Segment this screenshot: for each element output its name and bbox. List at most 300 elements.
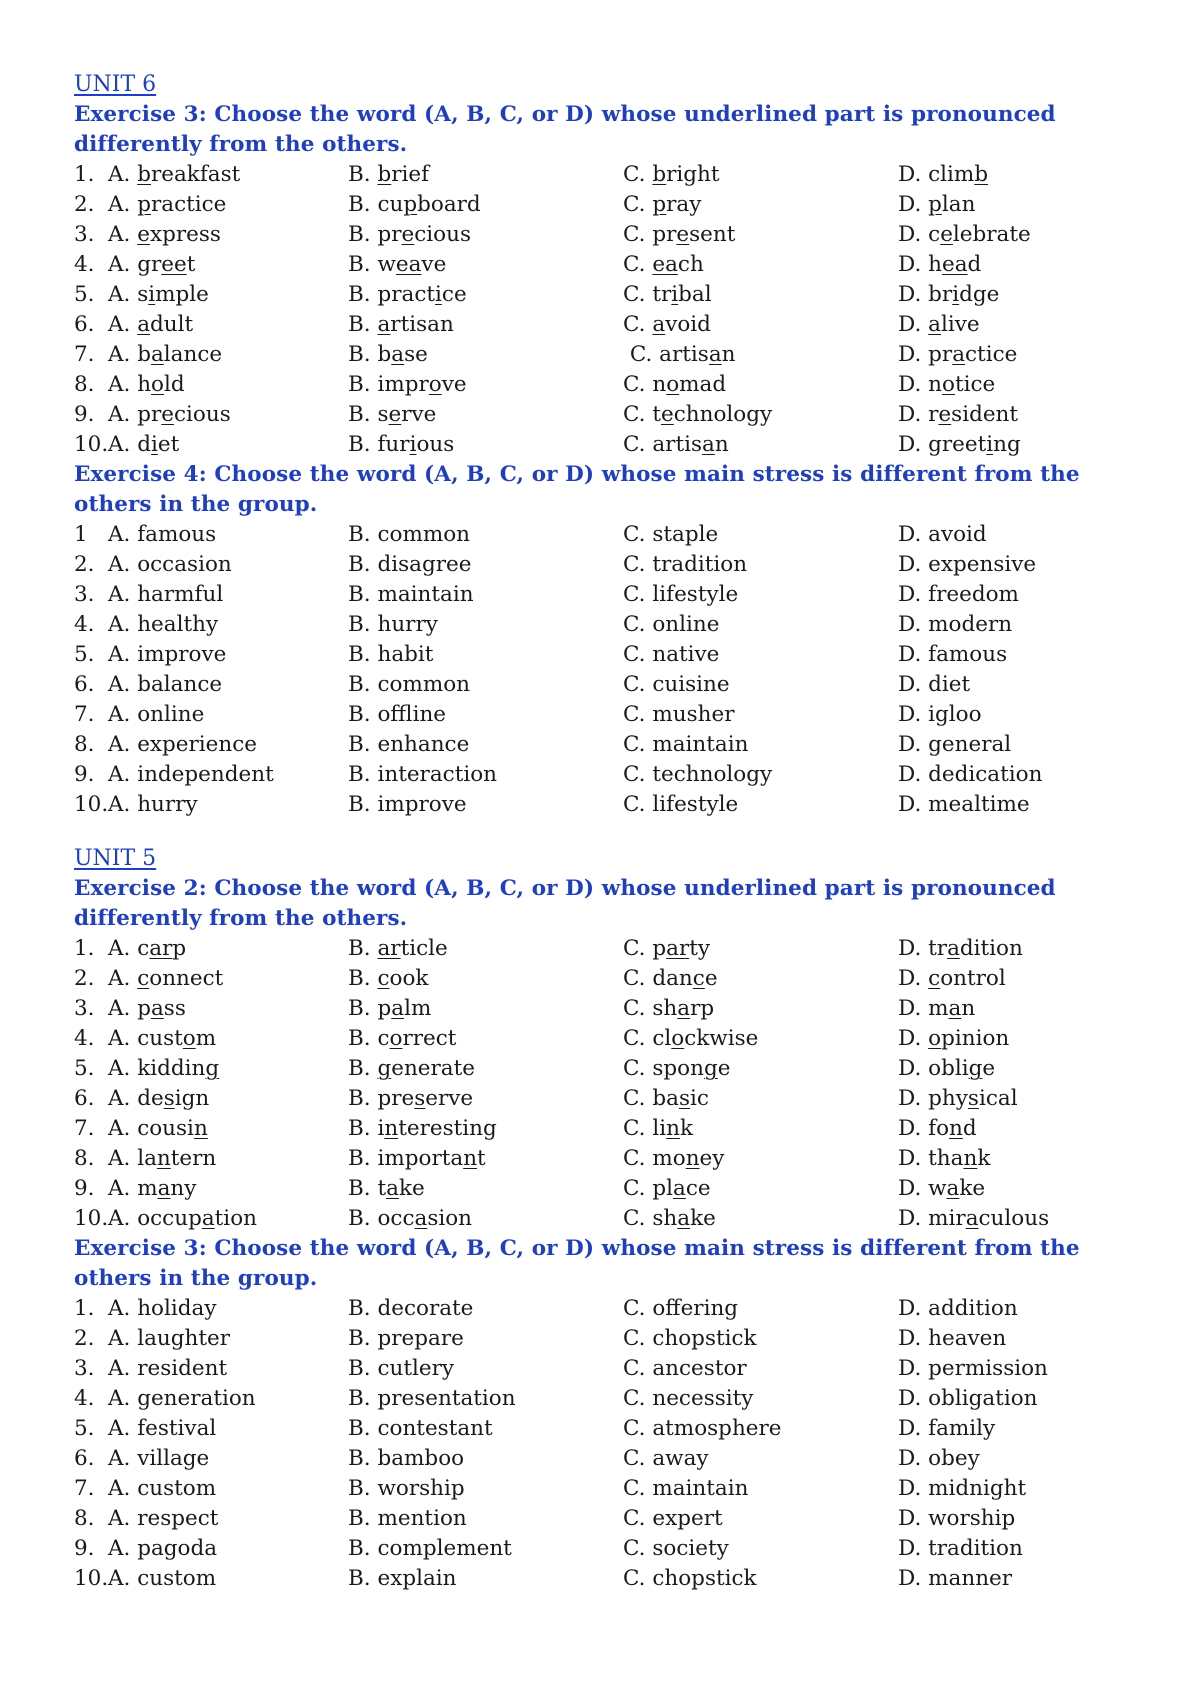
question-row [74, 994, 1134, 1024]
underlined-part: c [692, 966, 705, 991]
option-b: B. generate [348, 1056, 475, 1081]
question-number: 7. [74, 1476, 95, 1501]
question-number: 9. [74, 762, 95, 787]
option-c: C. atmosphere [623, 1416, 782, 1441]
question-number: 6. [74, 1446, 95, 1471]
option-a: A. connect [108, 966, 224, 991]
option-b: B. practice [348, 282, 467, 307]
underlined-part: a [673, 1176, 686, 1201]
question-row [74, 1294, 1134, 1324]
option-c: C. each [623, 252, 704, 277]
option-c: C. bright [623, 162, 720, 187]
option-b: B. interaction [348, 762, 497, 787]
question-number: 5. [74, 1056, 95, 1081]
option-d: D. man [898, 996, 976, 1021]
underlined-part: ea [652, 252, 678, 277]
option-d: D. opinion [898, 1026, 1010, 1051]
option-d: D. practice [898, 342, 1018, 367]
underlined-part: a [652, 312, 666, 337]
option-a: A. festival [108, 1416, 217, 1441]
question-row [74, 1504, 1134, 1534]
underlined-part: g [703, 1056, 718, 1081]
option-a: A. holiday [108, 1296, 217, 1321]
option-b: B. occasion [348, 1206, 473, 1231]
underlined-part: e [137, 222, 150, 247]
option-c: C. shake [623, 1206, 716, 1231]
question-number: 9. [74, 1536, 95, 1561]
option-b: B. correct [348, 1026, 457, 1051]
option-b: B. hurry [348, 612, 438, 637]
underlined-part: p [403, 192, 418, 217]
option-d: D. bridge [898, 282, 1000, 307]
underlined-part: b [974, 162, 989, 187]
option-d: D. midnight [898, 1476, 1027, 1501]
question-number: 10. [74, 432, 109, 457]
question-row [74, 550, 1134, 580]
underlined-part: n [666, 1116, 680, 1141]
underlined-part: p [928, 192, 942, 217]
option-a: A. pagoda [108, 1536, 218, 1561]
question-row [74, 220, 1134, 250]
option-c: C. basic [623, 1086, 709, 1111]
option-c: C. maintain [623, 1476, 749, 1501]
option-b: B. important [348, 1146, 486, 1171]
question-number: 8. [74, 1146, 95, 1171]
question-row [74, 400, 1134, 430]
question-row [74, 1144, 1134, 1174]
option-a: A. hurry [108, 792, 198, 817]
underlined-part: n [685, 1146, 700, 1171]
underlined-part: ea [395, 252, 422, 277]
underlined-part: n [193, 1116, 208, 1141]
option-b: B. improve [348, 792, 467, 817]
option-a: A. greet [108, 252, 196, 277]
option-d: D. diet [898, 672, 971, 697]
option-c: C. online [623, 612, 720, 637]
option-b: B. preserve [348, 1086, 474, 1111]
option-a: A. independent [108, 762, 274, 787]
option-b: B. cupboard [348, 192, 481, 217]
underlined-part: p [652, 192, 667, 217]
question-number: 7. [74, 1116, 95, 1141]
question-row [74, 340, 1134, 370]
question-row [74, 280, 1134, 310]
option-a: A. balance [108, 672, 223, 697]
underlined-part: e [940, 222, 953, 247]
option-d: D. obligation [898, 1386, 1038, 1411]
option-d: D. plan [898, 192, 976, 217]
question-number: 3. [74, 222, 95, 247]
option-c: C. maintain [623, 732, 749, 757]
option-b: B. bamboo [348, 1446, 465, 1471]
question-row [74, 964, 1134, 994]
option-c: C. tradition [623, 552, 748, 577]
option-a: A. simple [108, 282, 209, 307]
option-a: A. healthy [108, 612, 219, 637]
underlined-part: a [708, 342, 722, 367]
option-b: B. worship [348, 1476, 465, 1501]
underlined-part: s [678, 1086, 690, 1111]
question-row [74, 1414, 1134, 1444]
option-b: B. common [348, 522, 471, 547]
option-b: B. interesting [348, 1116, 497, 1141]
option-d: D. expensive [898, 552, 1037, 577]
option-a: A. custom [108, 1026, 217, 1051]
underlined-part: e [401, 222, 415, 247]
question-number: 10. [74, 792, 109, 817]
option-d: D. celebrate [898, 222, 1031, 247]
underlined-part: a [150, 342, 164, 367]
option-a: A. resident [108, 1356, 228, 1381]
option-c: C. necessity [623, 1386, 754, 1411]
underlined-part: e [676, 222, 690, 247]
question-row [74, 310, 1134, 340]
underlined-part: e [661, 402, 674, 427]
option-a: A. many [108, 1176, 197, 1201]
question-row [74, 1054, 1134, 1084]
question-number: 1. [74, 162, 95, 187]
underlined-part: a [157, 1176, 171, 1201]
option-c: C. expert [623, 1506, 723, 1531]
option-d: D. avoid [898, 522, 987, 547]
underlined-part: s [967, 1086, 979, 1111]
option-c: C. sponge [623, 1056, 731, 1081]
option-d: D. modern [898, 612, 1013, 637]
question-row [74, 760, 1134, 790]
question-row [74, 1444, 1134, 1474]
question-number: 7. [74, 342, 95, 367]
option-c: C. lifestyle [623, 792, 739, 817]
underlined-part: i [435, 282, 442, 307]
underlined-part: i [150, 432, 158, 457]
option-b: B. common [348, 672, 471, 697]
option-c: C. lifestyle [623, 582, 739, 607]
option-c: C. artisan [623, 432, 729, 457]
underlined-part: a [702, 432, 715, 457]
option-a: A. kidding [108, 1056, 220, 1081]
unit-heading: UNIT 6 [74, 72, 157, 97]
option-d: D. alive [898, 312, 980, 337]
question-number: 6. [74, 672, 95, 697]
option-a: A. breakfast [108, 162, 241, 187]
question-row [74, 934, 1134, 964]
underlined-part: o [151, 372, 164, 397]
question-row [74, 1564, 1134, 1594]
option-a: A. occasion [108, 552, 232, 577]
option-b: B. article [348, 936, 448, 961]
question-row [74, 610, 1134, 640]
option-d: D. freedom [898, 582, 1019, 607]
option-a: A. pass [108, 996, 186, 1021]
underlined-part: ea [942, 252, 968, 277]
option-d: D. famous [898, 642, 1008, 667]
option-b: B. weave [348, 252, 447, 277]
option-d: D. resident [898, 402, 1019, 427]
question-number: 8. [74, 732, 95, 757]
worksheet-page [74, 70, 1134, 1594]
underlined-part: ar [377, 936, 401, 961]
option-c: C. technology [623, 402, 773, 427]
question-row [74, 160, 1134, 190]
question-number: 1. [74, 936, 95, 961]
option-b: B. maintain [348, 582, 474, 607]
option-a: A. respect [108, 1506, 219, 1531]
underlined-part: i [671, 282, 679, 307]
question-row [74, 1114, 1134, 1144]
question-row [74, 520, 1134, 550]
underlined-part: i [148, 282, 156, 307]
question-number: 4. [74, 612, 95, 637]
option-d: D. general [898, 732, 1012, 757]
underlined-part: o [182, 1026, 196, 1051]
question-number: 5. [74, 1416, 95, 1441]
question-row [74, 430, 1134, 460]
exercise-title: Exercise 3: Choose the word (A, B, C, or D) whose main stress is different from the others in the group. [74, 1236, 1080, 1291]
section-spacer [74, 820, 1134, 844]
option-a: A. custom [108, 1566, 217, 1591]
option-d: D. permission [898, 1356, 1048, 1381]
option-b: B. complement [348, 1536, 512, 1561]
option-a: A. lantern [108, 1146, 217, 1171]
underlined-part: o [942, 372, 955, 397]
underlined-part: n [384, 1116, 399, 1141]
question-number: 2. [74, 552, 95, 577]
question-number: 3. [74, 996, 95, 1021]
option-b: B. mention [348, 1506, 467, 1531]
option-a: A. design [108, 1086, 210, 1111]
option-c: C. native [623, 642, 720, 667]
option-a: A. precious [108, 402, 231, 427]
question-number: 9. [74, 402, 95, 427]
question-number: 3. [74, 1356, 95, 1381]
question-number: 4. [74, 1026, 95, 1051]
option-d: D. control [898, 966, 1006, 991]
option-c: C. dance [623, 966, 718, 991]
underlined-part: n [949, 1116, 963, 1141]
option-b: B. cutlery [348, 1356, 455, 1381]
option-d: D. addition [898, 1296, 1018, 1321]
option-c: C. money [623, 1146, 725, 1171]
question-number: 3. [74, 582, 95, 607]
option-d: D. climb [898, 162, 989, 187]
option-b: B. disagree [348, 552, 472, 577]
option-c: C. musher [623, 702, 735, 727]
question-row [74, 730, 1134, 760]
underlined-part: o [666, 372, 680, 397]
underlined-part: ee [161, 252, 187, 277]
question-number: 4. [74, 1386, 95, 1411]
option-c: C. away [623, 1446, 709, 1471]
question-row [74, 190, 1134, 220]
option-a: A. practice [108, 192, 227, 217]
question-row [74, 250, 1134, 280]
option-b: B. cook [348, 966, 429, 991]
option-d: D. miraculous [898, 1206, 1050, 1231]
underlined-part: a [952, 342, 966, 367]
question-number: 1 [74, 522, 88, 547]
underlined-part: b [137, 162, 151, 187]
underlined-part: a [201, 1206, 215, 1231]
option-d: D. wake [898, 1176, 986, 1201]
option-b: B. enhance [348, 732, 470, 757]
underlined-part: a [391, 342, 405, 367]
underlined-part: a [948, 996, 962, 1021]
option-b: B. take [348, 1176, 425, 1201]
question-row [74, 1024, 1134, 1054]
option-d: D. dedication [898, 762, 1043, 787]
question-row [74, 1354, 1134, 1384]
option-d: D. igloo [898, 702, 982, 727]
unit-heading: UNIT 5 [74, 846, 157, 871]
option-a: A. online [108, 702, 205, 727]
option-b: B. artisan [348, 312, 454, 337]
underlined-part: p [137, 192, 151, 217]
question-row [74, 1084, 1134, 1114]
option-a: A. experience [108, 732, 258, 757]
question-number: 6. [74, 312, 95, 337]
option-b: B. prepare [348, 1326, 464, 1351]
option-c: C. party [623, 936, 711, 961]
question-number: 7. [74, 702, 95, 727]
option-d: D. tradition [898, 936, 1023, 961]
question-number: 2. [74, 192, 95, 217]
underlined-part: a [677, 996, 691, 1021]
question-row [74, 640, 1134, 670]
option-b: B. brief [348, 162, 430, 187]
question-row [74, 790, 1134, 820]
option-a: A. balance [108, 342, 223, 367]
question-row [74, 700, 1134, 730]
underlined-part: ar [666, 936, 690, 961]
option-d: D. family [898, 1416, 996, 1441]
option-a: A. carp [108, 936, 187, 961]
option-c: C. tribal [623, 282, 712, 307]
question-row [74, 1384, 1134, 1414]
option-d: D. heaven [898, 1326, 1007, 1351]
question-row [74, 1534, 1134, 1564]
underlined-part: a [150, 996, 164, 1021]
option-b: B. habit [348, 642, 434, 667]
question-number: 2. [74, 966, 95, 991]
underlined-part: i [986, 432, 994, 457]
option-c: C. chopstick [623, 1326, 757, 1351]
underlined-part: a [946, 1176, 960, 1201]
option-c: C. pray [623, 192, 702, 217]
question-row [74, 1324, 1134, 1354]
underlined-part: i [952, 282, 960, 307]
underlined-part: o [671, 1026, 685, 1051]
option-d: D. obey [898, 1446, 980, 1471]
option-d: D. oblige [898, 1056, 996, 1081]
underlined-part: a [965, 1206, 979, 1231]
underlined-part: s [414, 1086, 426, 1111]
option-a: A. adult [108, 312, 194, 337]
question-number: 6. [74, 1086, 95, 1111]
option-c: C. sharp [623, 996, 715, 1021]
option-a: A. harmful [108, 582, 224, 607]
underlined-part: a [137, 312, 151, 337]
option-a: A. laughter [108, 1326, 230, 1351]
question-number: 8. [74, 1506, 95, 1531]
underlined-part: c [377, 966, 390, 991]
underlined-part: s [163, 1086, 175, 1111]
underlined-part: a [414, 1206, 428, 1231]
exercise-title: Exercise 2: Choose the word (A, B, C, or D) whose underlined part is pronounced differently from the others. [74, 876, 1056, 931]
option-d: D. worship [898, 1506, 1016, 1531]
option-d: D. head [898, 252, 982, 277]
underlined-part: b [652, 162, 667, 187]
question-number: 10. [74, 1566, 109, 1591]
underlined-part: g [205, 1056, 220, 1081]
underlined-part: a [377, 312, 391, 337]
option-a: A. improve [108, 642, 227, 667]
option-b: B. base [348, 342, 428, 367]
option-c: C. society [623, 1536, 729, 1561]
option-a: A. village [108, 1446, 210, 1471]
option-c: C. link [623, 1116, 693, 1141]
question-number: 2. [74, 1326, 95, 1351]
underlined-part: e [388, 402, 402, 427]
question-number: 10. [74, 1206, 109, 1231]
option-d: D. manner [898, 1566, 1013, 1591]
underlined-part: c [928, 966, 941, 991]
option-c: C. staple [623, 522, 719, 547]
underlined-part: c [137, 966, 150, 991]
option-a: A. cousin [108, 1116, 208, 1141]
exercise-title: Exercise 3: Choose the word (A, B, C, or D) whose underlined part is pronounced differently from the others. [74, 102, 1056, 157]
option-d: D. greeting [898, 432, 1021, 457]
option-c: C. cuisine [623, 672, 730, 697]
underlined-part: o [389, 1026, 403, 1051]
option-b: B. furious [348, 432, 455, 457]
option-a: A. hold [108, 372, 185, 397]
underlined-part: ar [149, 936, 173, 961]
question-row [74, 1474, 1134, 1504]
option-c: C. chopstick [623, 1566, 757, 1591]
option-c: C. technology [623, 762, 773, 787]
option-d: D. fond [898, 1116, 977, 1141]
option-d: D. tradition [898, 1536, 1023, 1561]
underlined-part: o [428, 372, 442, 397]
option-b: B. offline [348, 702, 447, 727]
underlined-part: e [938, 402, 952, 427]
underlined-part: i [409, 432, 417, 457]
option-b: B. serve [348, 402, 437, 427]
option-b: B. improve [348, 372, 467, 397]
underlined-part: o [928, 1026, 942, 1051]
underlined-part: n [463, 1146, 478, 1171]
option-d: D. physical [898, 1086, 1018, 1111]
option-d: D. notice [898, 372, 996, 397]
question-number: 9. [74, 1176, 95, 1201]
question-number: 1. [74, 1296, 95, 1321]
option-c: C. artisan [623, 342, 736, 367]
option-b: B. palm [348, 996, 432, 1021]
question-row [74, 370, 1134, 400]
option-c: C. offering [623, 1296, 739, 1321]
option-a: A. generation [108, 1386, 256, 1411]
option-a: A. diet [108, 432, 180, 457]
underlined-part: a [928, 312, 941, 337]
option-a: A. custom [108, 1476, 217, 1501]
option-c: C. place [623, 1176, 711, 1201]
underlined-part: g [377, 1056, 392, 1081]
underlined-part: e [161, 402, 174, 427]
option-d: D. thank [898, 1146, 991, 1171]
option-c: C. present [623, 222, 736, 247]
option-b: B. contestant [348, 1416, 493, 1441]
option-c: C. ancestor [623, 1356, 747, 1381]
